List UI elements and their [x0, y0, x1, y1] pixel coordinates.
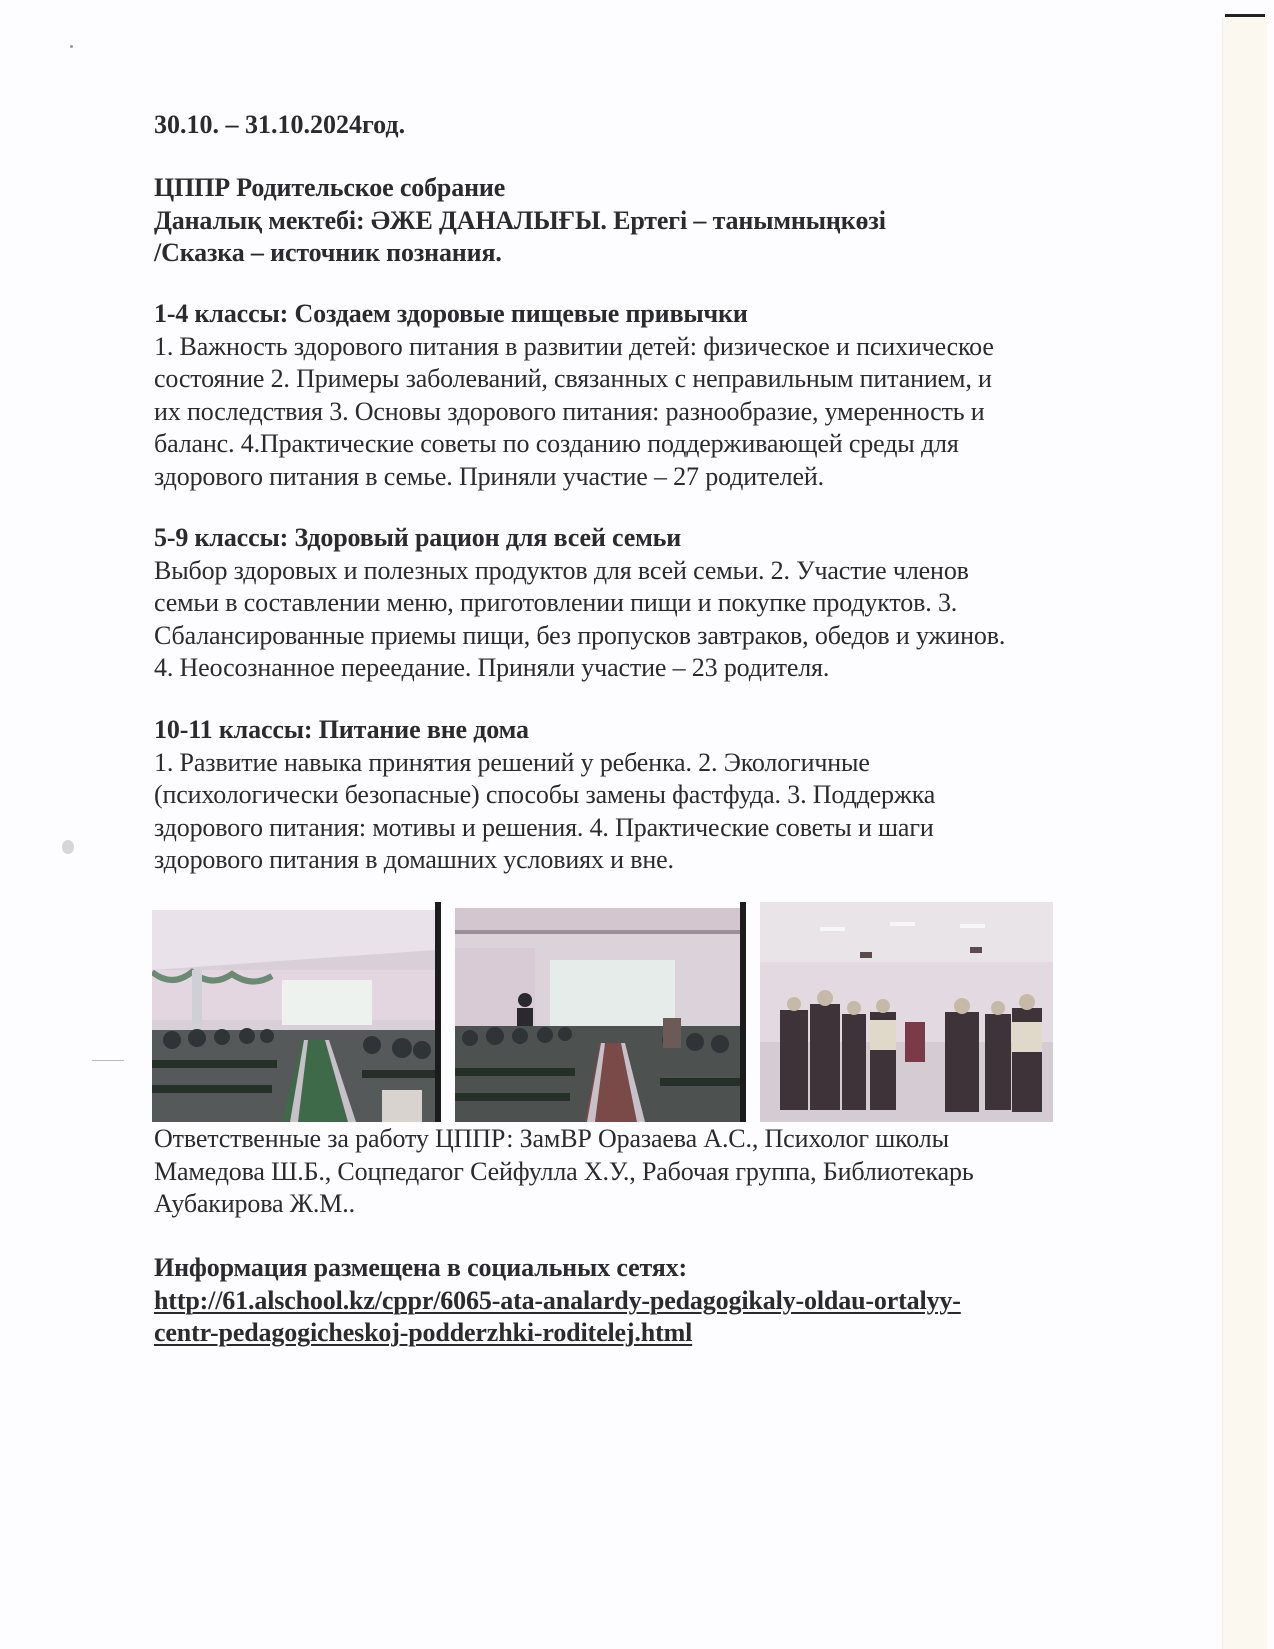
section-line: 1. Важность здорового питания в развитии детей: физическое и психическое	[154, 331, 994, 361]
section-grades-1-4	[154, 298, 994, 493]
scan-speck	[62, 840, 74, 854]
section-line: Выбор здоровых и полезных продуктов для всей семьи. 2. Участие членов	[154, 555, 969, 585]
hall-photo-image-icon	[455, 908, 740, 1122]
section-line: их последствия 3. Основы здорового питания: разнообразие, умеренность и	[154, 396, 985, 426]
social-link[interactable]: centr-pedagogicheskoj-podderzhki-roditelej.html	[154, 1318, 693, 1347]
header-line: ЦППР Родительское собрание	[154, 173, 506, 202]
social-media-info	[154, 1252, 961, 1350]
document-date: 30.10. – 31.10.2024год.	[154, 110, 406, 139]
section-line: 4. Неосознанное переедание. Приняли участие – 23 родителя.	[154, 653, 830, 682]
section-line: здорового питания в семье. Приняли участие – 27 родителей.	[154, 461, 824, 491]
section-grades-5-9	[154, 522, 1005, 685]
section-line: (психологически безопасные) способы замены фастфуда. 3. Поддержка	[154, 780, 936, 809]
section-grades-10-11	[154, 714, 935, 877]
scan-edge-mark	[1225, 14, 1265, 17]
section-line: состояние 2. Примеры заболеваний, связанных с неправильным питанием, и	[154, 364, 992, 393]
section-line: здорового питания в домашних условиях и вне.	[154, 845, 674, 874]
section-line: семьи в составлении меню, приготовлении пищи и покупке продуктов. 3.	[154, 588, 958, 617]
photo-divider	[740, 902, 746, 1122]
header-line: Даналық мектебі: ӘЖЕ ДАНАЛЫҒЫ. Ертегі – танымныңкөзі	[154, 205, 886, 235]
section-line: 1. Развитие навыка принятия решений у ребенка. 2. Экологичные	[154, 747, 870, 777]
hall-photo-image-icon	[152, 910, 435, 1122]
photo-divider	[435, 902, 441, 1122]
responsible-line: Аубакирова Ж.М..	[154, 1189, 355, 1218]
meeting-hall-photo-1	[152, 910, 435, 1122]
photo-strip	[152, 902, 1057, 1132]
scan-speck	[92, 1060, 124, 1061]
header-line: /Сказка – источник познания.	[154, 238, 502, 267]
responsible-persons	[154, 1123, 974, 1221]
section-title: 5-9 классы: Здоровый рацион для всей семьи	[154, 523, 682, 552]
social-label: Информация размещена в социальных сетях:	[154, 1253, 688, 1282]
section-line: здорового питания: мотивы и решения. 4. Практические советы и шаги	[154, 812, 934, 842]
document-header	[154, 172, 886, 270]
section-line: Сбалансированные приемы пищи, без пропусков завтраков, обедов и ужинов.	[154, 620, 1006, 650]
section-line: баланс. 4.Практические советы по созданию поддерживающей среды для	[154, 429, 959, 458]
responsible-line: Мамедова Ш.Б., Соцпедагог Сейфулла Х.У., Рабочая группа, Библиотекарь	[154, 1156, 974, 1186]
social-link[interactable]: http://61.alschool.kz/cppr/6065-ata-analardy-pedagogikaly-oldau-ortalyy-	[154, 1285, 961, 1315]
scan-edge-strip	[1222, 18, 1267, 1649]
meeting-hall-photo-3	[760, 902, 1053, 1122]
scan-speck	[70, 45, 73, 48]
responsible-line: Ответственные за работу ЦППР: ЗамВР Оразаева А.С., Психолог школы	[154, 1124, 949, 1153]
section-title: 10-11 классы: Питание вне дома	[154, 715, 529, 744]
section-title: 1-4 классы: Создаем здоровые пищевые привычки	[154, 299, 748, 328]
meeting-hall-photo-2	[455, 908, 740, 1122]
hall-photo-image-icon	[760, 902, 1053, 1122]
